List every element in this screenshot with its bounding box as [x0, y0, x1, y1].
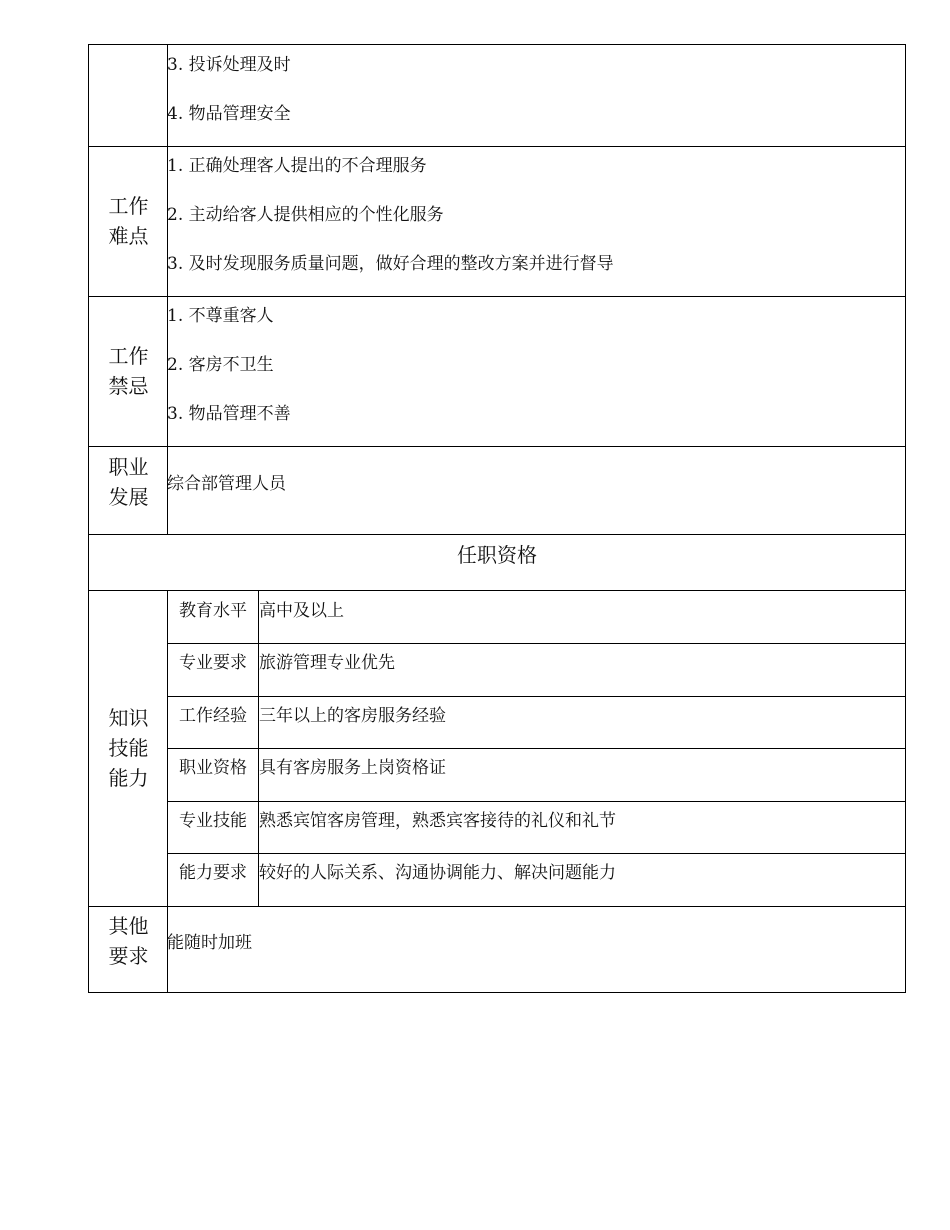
taboo-item: 2. 客房不卫生 [167, 355, 274, 375]
sub-row-divider [168, 853, 905, 854]
sub-row-divider [168, 748, 905, 749]
difficulty-item: 1. 正确处理客人提出的不合理服务 [167, 156, 427, 176]
row-divider [89, 146, 905, 147]
experience-label: 工作经验 [179, 706, 247, 726]
row-divider [89, 296, 905, 297]
kpi-item: 3. 投诉处理及时 [167, 55, 291, 75]
certification-label: 职业资格 [179, 758, 247, 778]
sub-row-divider [168, 801, 905, 802]
education-label: 教育水平 [179, 601, 247, 621]
skills-value: 熟悉宾馆客房管理，熟悉宾客接待的礼仪和礼节 [259, 811, 616, 831]
other-value: 能随时加班 [167, 933, 252, 953]
sub-row-divider [168, 643, 905, 644]
career-value: 综合部管理人员 [167, 474, 286, 494]
knowledge-label: 知识技能能力 [108, 706, 149, 790]
taboo-item: 1. 不尊重客人 [167, 306, 274, 326]
ability-value: 较好的人际关系、沟通协调能力、解决问题能力 [259, 863, 616, 883]
row-divider [89, 590, 905, 591]
skills-label: 专业技能 [179, 811, 247, 831]
major-label: 专业要求 [179, 653, 247, 673]
certification-value: 具有客房服务上岗资格证 [259, 758, 446, 778]
difficulty-item: 2. 主动给客人提供相应的个性化服务 [167, 205, 444, 225]
sub-row-divider [168, 696, 905, 697]
taboo-item: 3. 物品管理不善 [167, 404, 291, 424]
row-divider [89, 446, 905, 447]
taboos-label: 工作禁忌 [108, 344, 149, 398]
career-label: 职业发展 [108, 455, 149, 509]
kpi-item: 4. 物品管理安全 [167, 104, 291, 124]
experience-value: 三年以上的客房服务经验 [259, 706, 446, 726]
qualification-section-title: 任职资格 [457, 543, 537, 567]
major-value: 旅游管理专业优先 [259, 653, 395, 673]
job-description-table [88, 44, 906, 993]
row-divider [89, 534, 905, 535]
row-divider [89, 906, 905, 907]
ability-label: 能力要求 [179, 863, 247, 883]
difficulties-label: 工作难点 [108, 194, 149, 248]
education-value: 高中及以上 [259, 601, 344, 621]
difficulty-item: 3. 及时发现服务质量问题，做好合理的整改方案并进行督导 [167, 254, 614, 274]
other-label: 其他要求 [108, 914, 149, 968]
